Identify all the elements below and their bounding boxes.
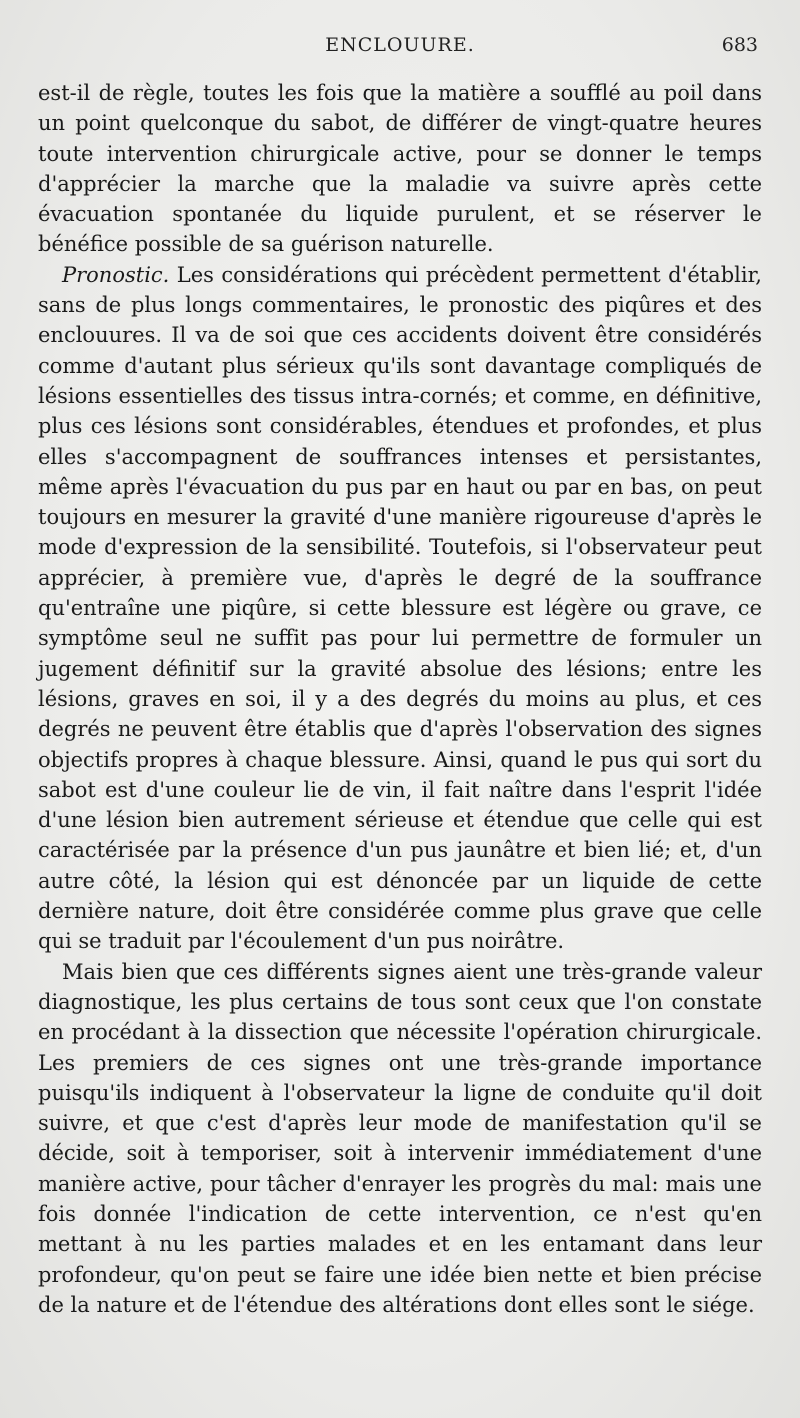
section-title-pronostic: Pronostic. bbox=[62, 262, 170, 287]
paragraph-signes bbox=[38, 957, 762, 1321]
page-number: 683 bbox=[721, 34, 758, 56]
paragraph-pronostic bbox=[38, 260, 762, 957]
running-head: ENCLOUURE. bbox=[325, 34, 475, 56]
paragraph-text: est-il de règle, toutes les fois que la matière a soufflé au poil dans un point quelconque du sabot, de différer de vingt-quatre heures toute intervention chirurgicale active, pour se donner le temps d'apprécier la marche que la maladie va suivre après cette évacuation spontanée du liquide purulent, et se réserver le bénéfice possible de sa guérison naturelle. bbox=[38, 81, 762, 257]
paragraph-text: Les considérations qui précèdent permettent d'établir, sans de plus longs commentaires, le pronostic des piqûres et des enclouures. Il va de soi que ces accidents doivent être considérés comme d'autant plus sérieux qu'ils sont davantage compliqués de lésions essentielles des tissus intra-cornés; et comme, en définitive, plus ces lésions sont considérables, étendues et profondes, et plus elles s'accompagnent de souffrances intenses et persistantes, même après l'évacuation du pus par en haut ou par en bas, on peut toujours en mesurer la gravité d'une manière rigoureuse d'après le mode d'expression de la sensibilité. Toutefois, si l'observateur peut apprécier, à première vue, d'après le degré de la souffrance qu'entraîne une piqûre, si cette blessure est légère ou grave, ce symptôme seul ne suffit pas pour lui permettre de formuler un jugement définitif sur la gravité absolue des lésions; entre les lésions, graves en soi, il y a des degrés du moins au plus, et ces degrés ne peuvent être établis que d'après l'observation des signes objectifs propres à chaque blessure. Ainsi, quand le pus qui sort du sabot est d'une couleur lie de vin, il fait naître dans l'esprit l'idée d'une lésion bien autrement sérieuse et étendue que celle qui est caractérisée par la présence d'un pus jaunâtre et bien lié; et, d'un autre côté, la lésion qui est dénoncée par un liquide de cette dernière nature, doit être considérée comme plus grave que celle qui se traduit par l'écoulement d'un pus noirâtre. bbox=[38, 262, 762, 954]
page-header bbox=[38, 34, 762, 66]
body-text bbox=[38, 78, 762, 1320]
paragraph-text: Mais bien que ces différents signes aient une très-grande valeur diagnostique, les plus certains de tous sont ceux que l'on constate en procédant à la dissection que nécessite l'opération chirurgicale. Les premiers de ces signes ont une très-grande importance puisqu'ils indiquent à l'observateur la ligne de conduite qu'il doit suivre, et que c'est d'après leur mode de manifestation qu'il se décide, soit à temporiser, soit à intervenir immédiatement d'une manière active, pour tâcher d'enrayer les progrès du mal: mais une fois donnée l'indication de cette intervention, ce n'est qu'en mettant à nu les parties malades et en les entamant dans leur profondeur, qu'on peut se faire une idée bien nette et bien précise de la nature et de l'étendue des altérations dont elles sont le siége. bbox=[38, 959, 762, 1317]
paragraph-continuation bbox=[38, 78, 762, 260]
